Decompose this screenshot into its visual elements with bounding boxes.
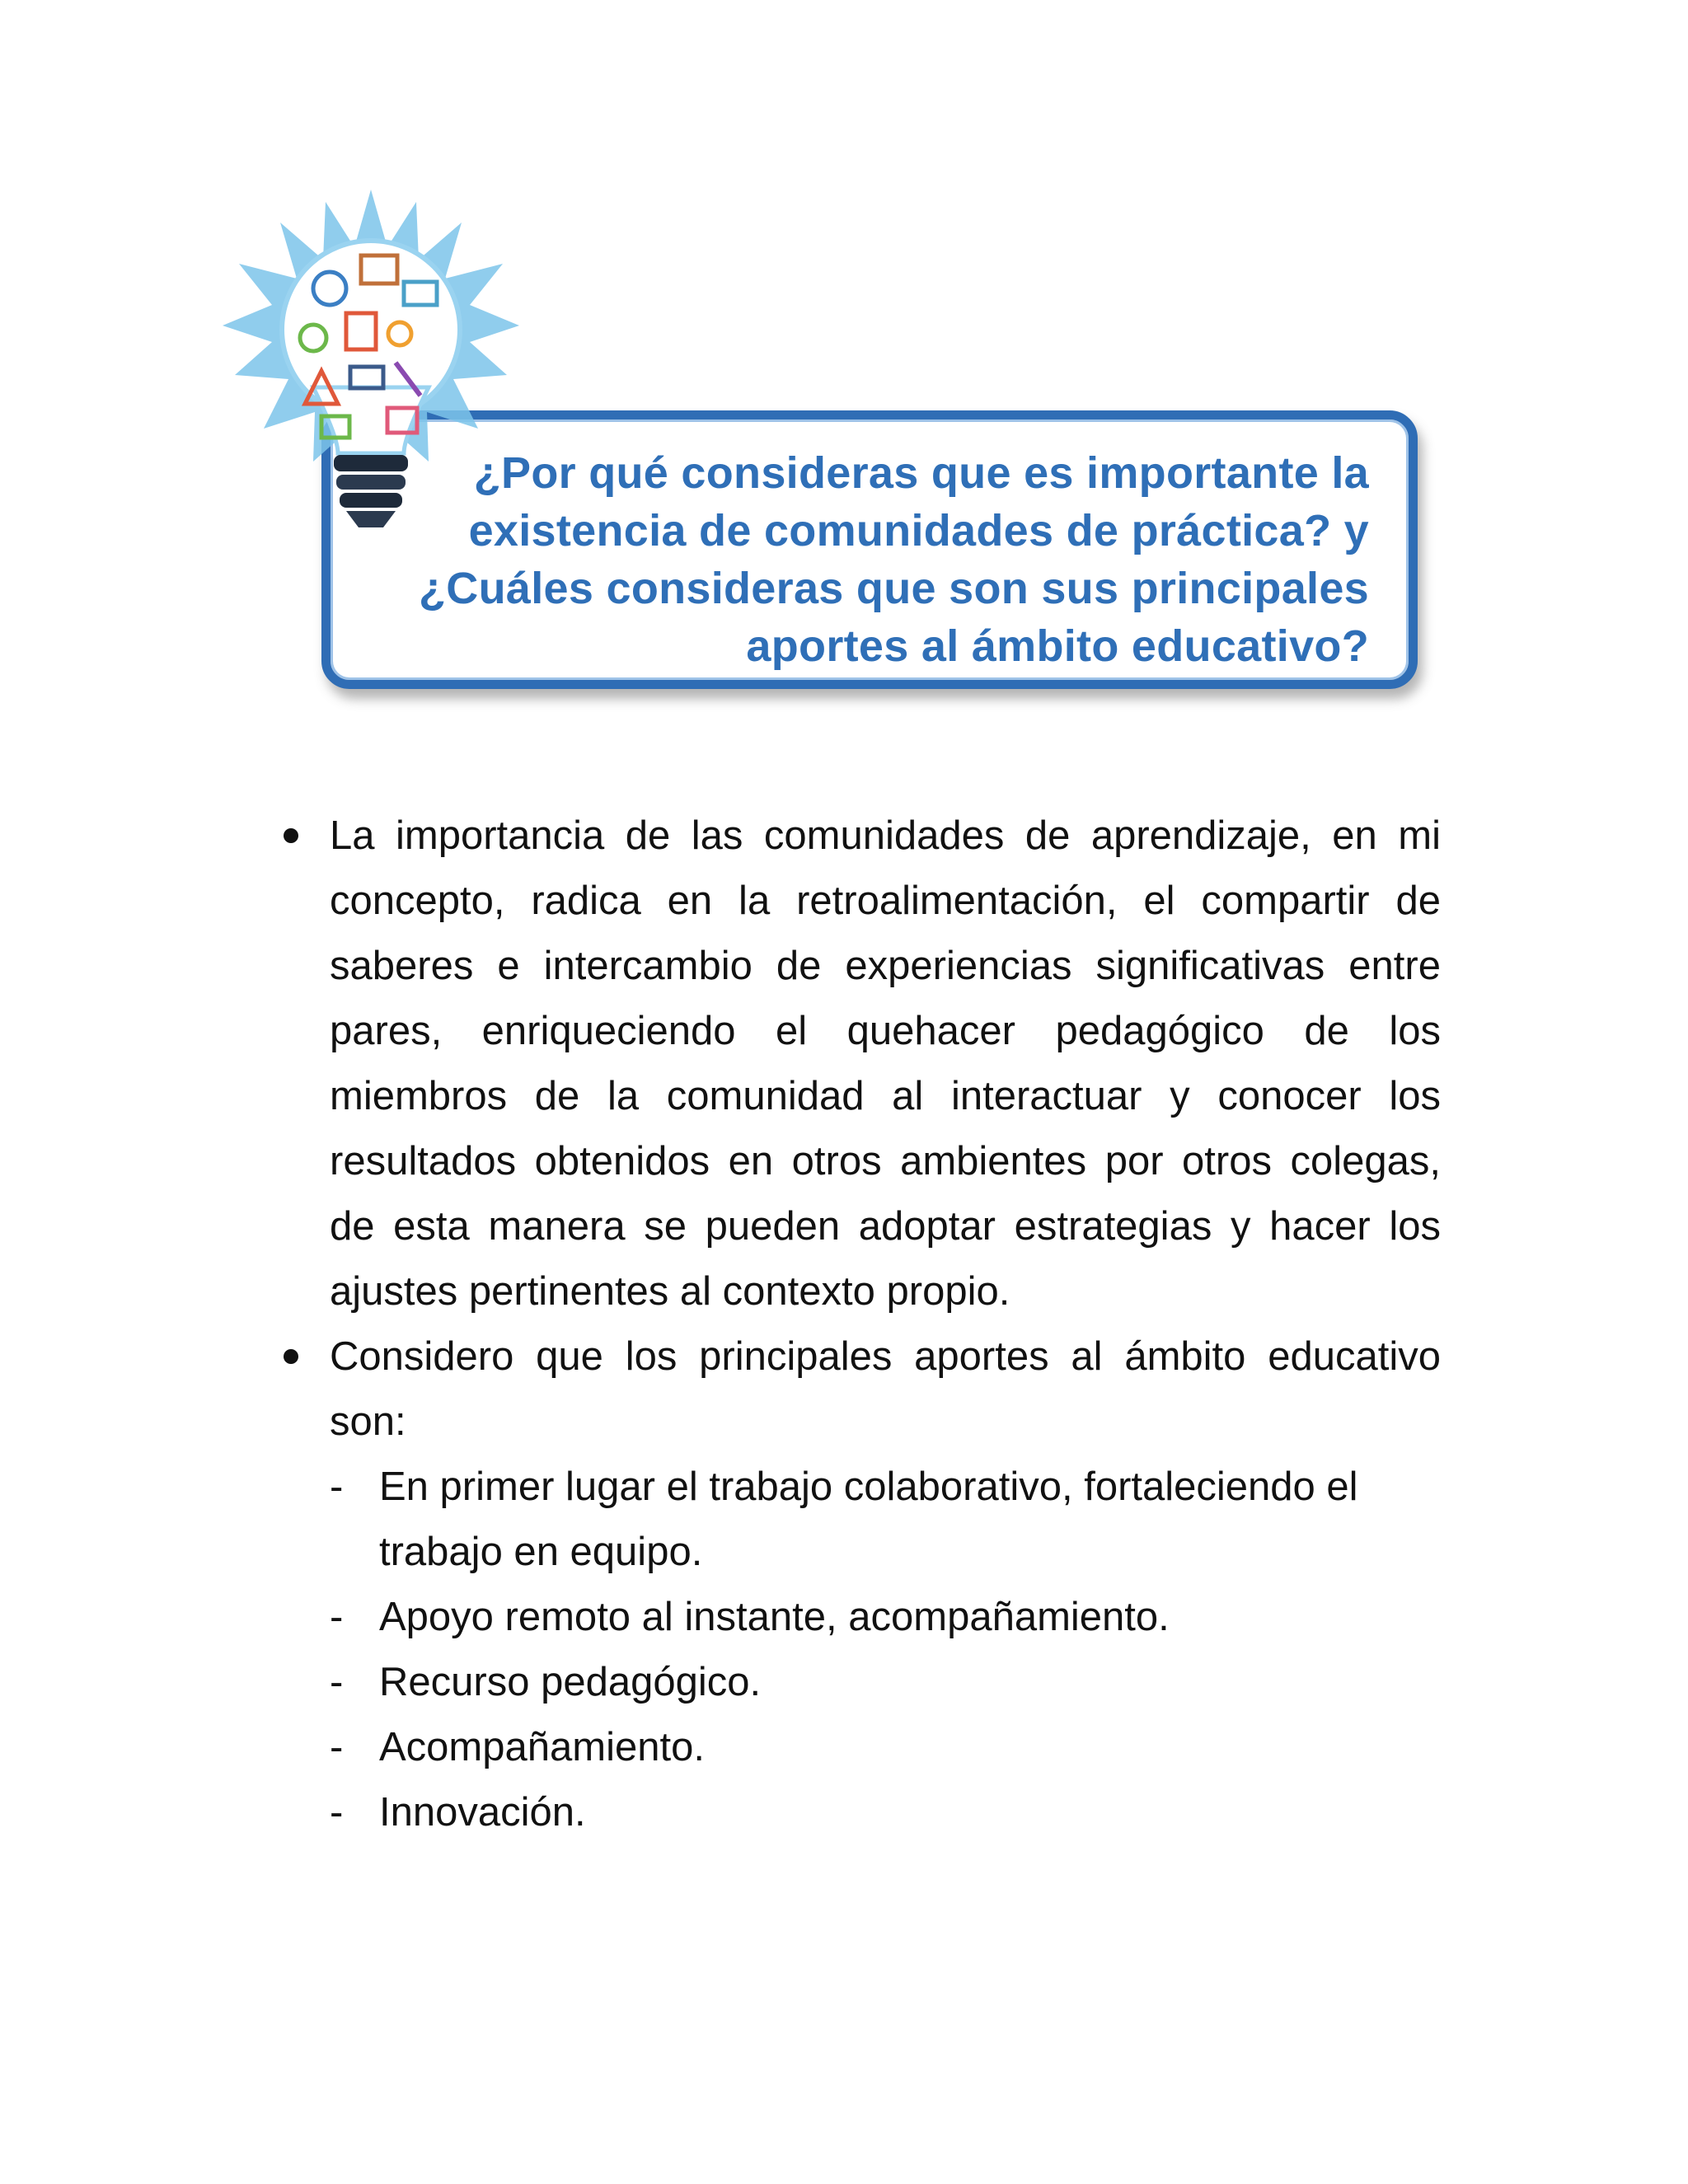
dash-marker: - — [330, 1790, 344, 1835]
question-line: aportes al ámbito educativo? — [746, 621, 1369, 671]
list-item — [330, 1780, 1441, 1845]
contribution-text: Apoyo remoto al instante, acompañamiento. — [379, 1595, 1170, 1639]
light-bulb-icon — [223, 190, 519, 552]
contribution-text: Recurso pedagógico. — [379, 1660, 762, 1704]
dash-marker: - — [330, 1725, 344, 1769]
list-item — [330, 1455, 1441, 1585]
contribution-text: En primer lugar el trabajo colaborativo, fortaleciendo el trabajo en equipo. — [379, 1465, 1358, 1574]
list-item — [330, 1715, 1441, 1780]
dash-marker: - — [330, 1595, 344, 1639]
importance-paragraph: La importancia de las comunidades de aprendizaje, en mi concepto, radica en la retroalimentación, el compartir de saberes e intercambio de experiencias significativas entre pares, enriqueciendo el quehacer pedagógico de los miembros de la comunidad al interactuar y conocer los resultados obtenidos en otros ambientes por otros colegas, de esta manera se pueden adoptar estrategias y hacer los ajustes pertinentes al contexto propio. — [330, 813, 1441, 1314]
list-item — [330, 1585, 1441, 1650]
list-item — [272, 804, 1441, 1324]
contribution-text: Acompañamiento. — [379, 1725, 705, 1769]
dash-marker: - — [330, 1465, 344, 1509]
bullet-icon — [284, 1349, 298, 1364]
list-item — [272, 1324, 1441, 1845]
contributions-list — [330, 1455, 1441, 1845]
contribution-text: Innovación. — [379, 1790, 586, 1835]
question-line: ¿Por qué consideras que es importante la — [473, 448, 1369, 498]
dash-marker: - — [330, 1660, 344, 1704]
header-graphic — [223, 190, 1434, 717]
question-line: existencia de comunidades de práctica? y — [468, 506, 1369, 555]
bullet-list — [272, 804, 1441, 1845]
question-line: ¿Cuáles consideras que son sus principales — [419, 564, 1369, 613]
contributions-intro: Considero que los principales aportes al ámbito educativo son: — [330, 1334, 1441, 1444]
body-content — [272, 804, 1441, 1845]
bullet-icon — [284, 828, 298, 843]
list-item — [330, 1650, 1441, 1715]
question-text — [380, 444, 1369, 675]
